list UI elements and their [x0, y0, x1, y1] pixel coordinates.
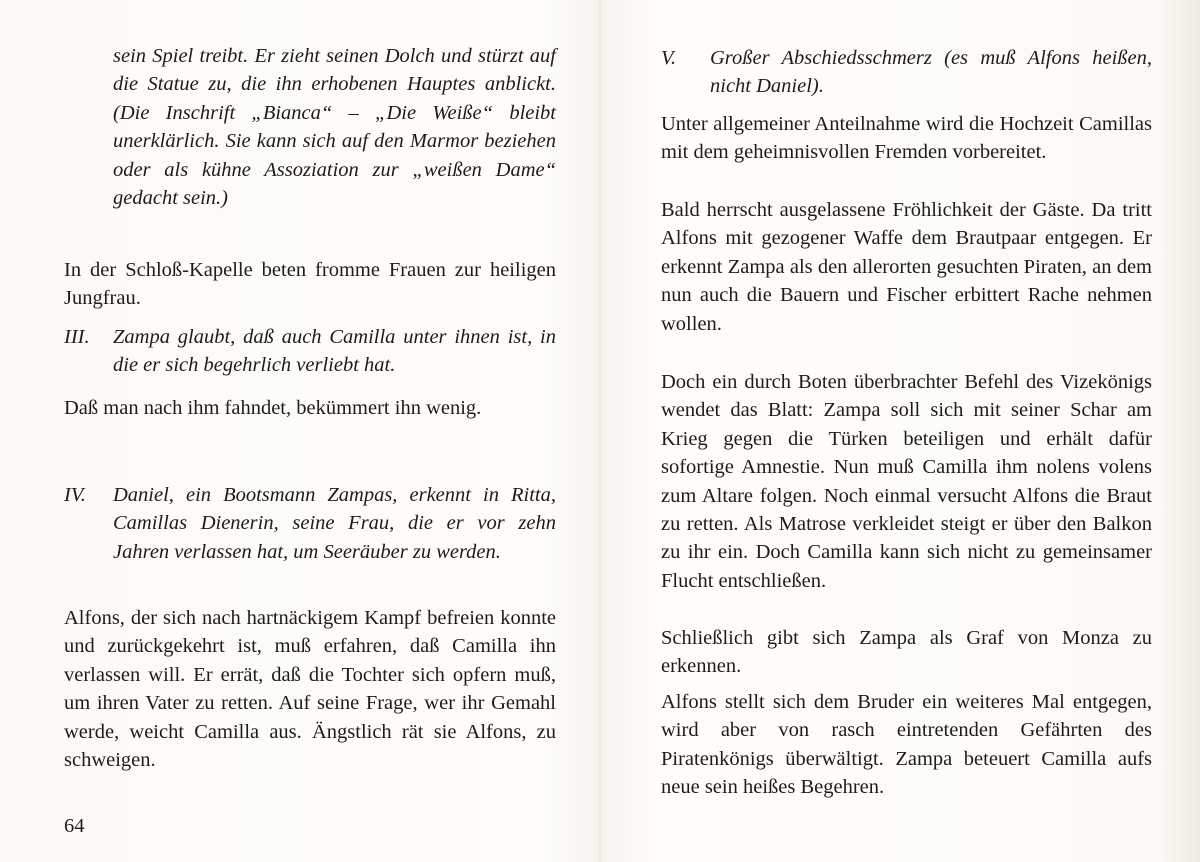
- act-3-summary: Zampa glaubt, daß auch Camilla unter ihnen ist, in die er sich begehrlich verliebt hat.: [113, 326, 556, 377]
- paragraph-manhunt: Daß man nach ihm fahndet, bekümmert ihn wenig.: [64, 397, 482, 419]
- act-5-numeral: V.: [661, 47, 677, 69]
- continued-italic-paragraph: sein Spiel treibt. Er zieht seinen Dolch und stürzt auf die Statue zu, die ihn erhobenen Hauptes anblickt. (Die Inschrift „Bianca“ – „Die Weiße“ bleibt unerklärlich. Sie kann sich auf den Marmor beziehen oder als kühne Assoziation zur „weißen Dame“ gedacht sein.): [113, 45, 556, 210]
- act-3-numeral: III.: [64, 326, 90, 348]
- paragraph-alfons-returns: Alfons, der sich nach hartnäckigem Kampf befreien konnte und zurückgekehrt ist, muß erfahren, daß Camilla ihn verlassen will. Er errät, daß die Tochter sich opfern muß, um ihren Vater zu retten. Auf seine Frage, wer ihr Gemahl werde, weicht Camilla aus. Ängstlich rät sie Alfons, zu schweigen.: [64, 607, 556, 772]
- book-gutter: [598, 0, 602, 862]
- act-4-numeral: IV.: [64, 484, 86, 506]
- paragraph-chapel: In der Schloß-Kapelle beten fromme Frauen zur heiligen Jungfrau.: [64, 259, 556, 310]
- act-5-summary: Großer Abschiedsschmerz (es muß Alfons heißen, nicht Daniel).: [710, 47, 1152, 98]
- paragraph-festivity: Bald herrscht ausgelassene Fröhlichkeit der Gäste. Da tritt Alfons mit gezogener Waffe dem Brautpaar entgegen. Er erkennt Zampa als den allerorten gesuchten Piraten, an dem nun auch die Bauern und Fischer erbittert Rache nehmen wollen.: [661, 199, 1152, 335]
- page-edge-shadow: [1154, 0, 1200, 862]
- paragraph-viceroy-order: Doch ein durch Boten überbrachter Befehl des Vizekönigs wendet das Blatt: Zampa soll sich mit seiner Schar am Krieg gegen die Türken beteiligen und erhält dafür sofortige Amnestie. Nun muß Camilla ihm nolens volens zum Altare folgen. Noch einmal versucht Alfons die Braut zu retten. Als Matrose verkleidet steigt er über den Balkon zu ihr ein. Doch Camilla kann sich nicht zu gemeinsamer Flucht entschließen.: [661, 371, 1152, 592]
- paragraph-final-confrontation: Alfons stellt sich dem Bruder ein weiteres Mal entgegen, wird aber von rasch eintretenden Gefährten des Piratenkönigs überwältigt. Zampa beteuert Camilla aufs neue sein heißes Begehren.: [661, 691, 1152, 799]
- act-4-summary: Daniel, ein Bootsmann Zampas, erkennt in Ritta, Camillas Dienerin, seine Frau, die er vor zehn Jahren verlassen hat, um Seeräuber zu werden.: [113, 484, 556, 563]
- paragraph-count-of-monza: Schließlich gibt sich Zampa als Graf von Monza zu erkennen.: [661, 627, 1152, 678]
- paragraph-wedding-preparation: Unter allgemeiner Anteilnahme wird die Hochzeit Camillas mit dem geheimnisvollen Fremden vorbereitet.: [661, 113, 1152, 164]
- page-number: 64: [64, 815, 85, 837]
